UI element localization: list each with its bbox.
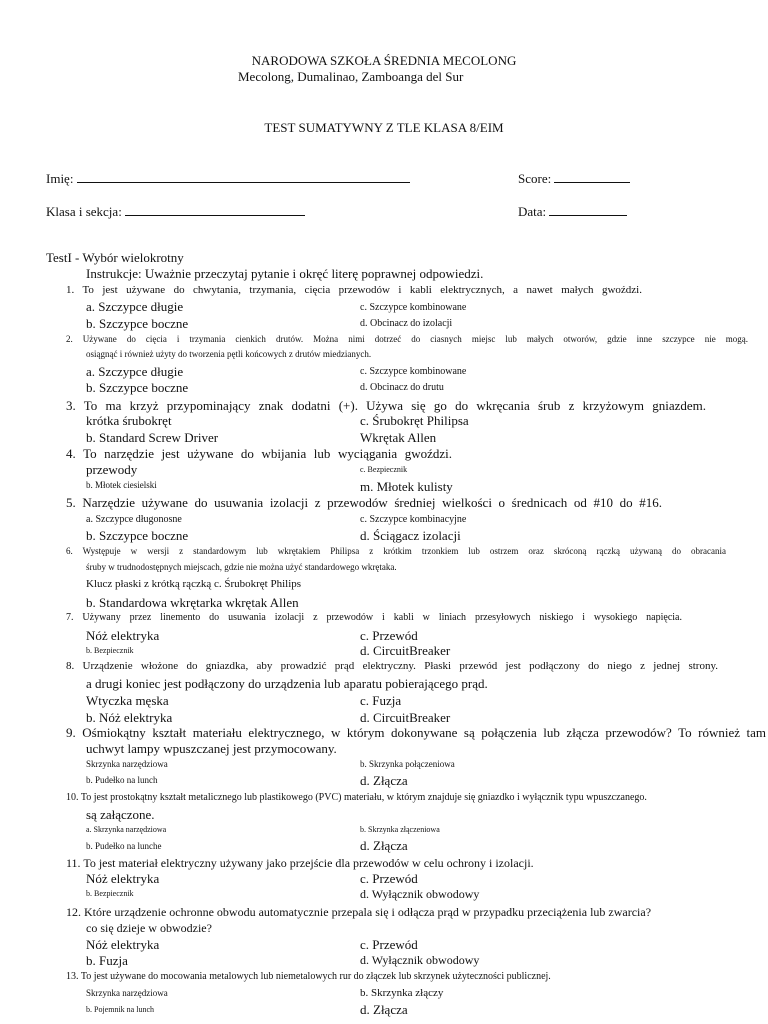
q11-option-a[interactable]: Nóż elektryka [86, 871, 160, 886]
q11-option-b[interactable]: b. Bezpiecznik [86, 889, 134, 898]
question-6-line-1: 6. Występuje w wersji z standardowym lub wkrętakiem Philipsa z krótkim trzonkiem lub ostrzem oraz skróconą rączką używaną do obracania [66, 546, 726, 556]
q2-option-a[interactable]: a. Szczypce długie [86, 364, 184, 379]
class-label: Klasa i sekcja: [46, 204, 122, 219]
question-3: 3. To ma krzyż przypominający znak dodatni (+). Używa się go do wkręcania śrub z krzyżowym gniazdem. [66, 398, 706, 413]
q2-option-b[interactable]: b. Szczypce boczne [86, 380, 189, 395]
question-9-line-2: uchwyt lampy wpuszczanej jest przymocowany. [86, 741, 337, 756]
q7-option-c[interactable]: c. Przewód [360, 628, 418, 643]
q1-option-c[interactable]: c. Szczypce kombinowane [360, 302, 467, 313]
question-12-line-1: 12. Które urządzenie ochronne obwodu automatycznie przepala się i odłącza prąd w przypadku przeciążenia lub zwarcia? [66, 905, 652, 919]
score-field[interactable] [518, 170, 630, 187]
q11-option-d[interactable]: d. Wyłącznik obwodowy [360, 887, 480, 901]
date-label: Data: [518, 204, 547, 219]
q10-option-d[interactable]: d. Złącza [360, 838, 408, 853]
school-address: Mecolong, Dumalinao, Zamboanga del Sur [238, 69, 464, 84]
section-title: TestI - Wybór wielokrotny [46, 250, 184, 265]
q7-option-b[interactable]: b. Bezpiecznik [86, 646, 134, 655]
q8-option-c[interactable]: c. Fuzja [360, 693, 402, 708]
q6-option-a[interactable]: Klucz płaski z krótką rączką c. Śrubokręt Philips [86, 578, 302, 590]
question-6-line-2: śruby w trudnodostępnych miejscach, gdzie nie można użyć standardowego wkrętaka. [86, 562, 397, 572]
class-blank[interactable] [125, 203, 305, 216]
date-blank[interactable] [549, 203, 627, 216]
q13-option-d[interactable]: d. Złącza [360, 1002, 408, 1017]
q1-option-d[interactable]: d. Obcinacz do izolacji [360, 318, 453, 329]
question-10-line-1: 10. To jest prostokątny kształt metalicznego lub plastikowego (PVC) materiału, w którym znajduje się gniazdko i wyłącznik typu wpuszczanego. [66, 792, 647, 803]
q13-option-b[interactable]: b. Pojemnik na lunch [86, 1005, 154, 1014]
question-2-line-2: osiągnąć i również użyty do tworzenia pętli końcowych z drutów miedzianych. [86, 349, 372, 359]
q12-option-b[interactable]: b. Fuzja [86, 953, 128, 968]
question-10-line-2: są załączone. [86, 807, 155, 822]
q12-option-d[interactable]: d. Wyłącznik obwodowy [360, 953, 480, 967]
q3-option-d[interactable]: Wkrętak Allen [360, 430, 437, 445]
q3-option-c[interactable]: c. Śrubokręt Philipsa [360, 413, 469, 428]
q9-option-a[interactable]: Skrzynka narzędziowa [86, 759, 168, 769]
name-label: Imię: [46, 171, 74, 186]
q9-option-c[interactable]: b. Skrzynka połączeniowa [360, 759, 455, 769]
q7-option-d[interactable]: d. CircuitBreaker [360, 643, 451, 658]
q4-option-d[interactable]: m. Młotek kulisty [360, 479, 453, 494]
q5-option-b[interactable]: b. Szczypce boczne [86, 528, 189, 543]
q5-option-d[interactable]: d. Ściągacz izolacji [360, 528, 461, 543]
q10-option-a[interactable]: a. Skrzynka narzędziowa [86, 825, 167, 834]
question-8-line-1: 8. Urządzenie włożone do gniazdka, aby prowadzić prąd elektryczny. Płaski przewód jest podłączony do niego z jednej strony. [66, 660, 718, 672]
q4-option-a[interactable]: przewody [86, 462, 138, 477]
q8-option-b[interactable]: b. Nóż elektryka [86, 710, 173, 725]
test-title: TEST SUMATYWNY Z TLE KLASA 8/EIM [264, 120, 504, 135]
q12-option-c[interactable]: c. Przewód [360, 937, 418, 952]
question-8-line-2: a drugi koniec jest podłączony do urządzenia lub aparatu pobierającego prąd. [86, 676, 488, 691]
date-field[interactable] [518, 203, 627, 220]
q9-option-d[interactable]: d. Złącza [360, 773, 408, 788]
question-4: 4. To narzędzie jest używane do wbijania lub wyciągania gwoździ. [66, 446, 452, 461]
q3-option-a[interactable]: krótka śrubokręt [86, 413, 172, 428]
score-blank[interactable] [554, 170, 630, 183]
q2-option-d[interactable]: d. Obcinacz do drutu [360, 382, 444, 393]
q12-option-a[interactable]: Nóż elektryka [86, 937, 160, 952]
q1-option-b[interactable]: b. Szczypce boczne [86, 316, 189, 331]
question-13: 13. To jest używane do mocowania metalowych lub niemetalowych rur do złączek lub skrzynek użyteczności publicznej. [66, 971, 551, 982]
question-12-line-2: co się dzieje w obwodzie? [86, 921, 212, 935]
q4-option-b[interactable]: b. Młotek ciesielski [86, 480, 157, 490]
question-1: 1. To jest używane do chwytania, trzymania, cięcia przewodów i kabli elektrycznych, a nawet małych gwoździ. [66, 284, 642, 296]
q13-option-c[interactable]: b. Skrzynka złączy [360, 987, 444, 999]
q9-option-b[interactable]: b. Pudełko na lunch [86, 775, 158, 785]
question-11: 11. To jest materiał elektryczny używany jako przejście dla przewodów w celu ochrony i izolacji. [66, 856, 534, 870]
q1-option-a[interactable]: a. Szczypce długie [86, 299, 184, 314]
q10-option-b[interactable]: b. Pudełko na lunche [86, 841, 162, 851]
class-field[interactable] [46, 203, 305, 220]
question-9-line-1: 9. Ośmiokątny kształt materiału elektrycznego, w którym dokonywane są połączenia lub złącza przewodów? To również tam [66, 725, 766, 740]
question-5: 5. Narzędzie używane do usuwania izolacji z przewodów średniej wielkości o średnicach od #10 do #16. [66, 495, 662, 510]
question-7: 7. Używany przez linemento do usuwania izolacji z przewodów i kabli w liniach przesyłowych niskiego i wysokiego napięcia. [66, 612, 682, 623]
q8-option-a[interactable]: Wtyczka męska [86, 693, 169, 708]
question-2-line-1: 2. Używane do cięcia i trzymania cienkich drutów. Można nimi dotrzeć do ciasnych miejsc lub małych otworów, gdzie inne szczypce nie mogą. [66, 334, 748, 344]
q11-option-c[interactable]: c. Przewód [360, 871, 418, 886]
q5-option-a[interactable]: a. Szczypce długonosne [86, 514, 182, 525]
score-label: Score: [518, 171, 552, 186]
q8-option-d[interactable]: d. CircuitBreaker [360, 710, 451, 725]
school-name: NARODOWA SZKOŁA ŚREDNIA MECOLONG [251, 53, 517, 68]
name-blank[interactable] [77, 170, 410, 183]
q4-option-c[interactable]: c. Bezpiecznik [360, 465, 408, 474]
q2-option-c[interactable]: c. Szczypce kombinowane [360, 366, 467, 377]
q5-option-c[interactable]: c. Szczypce kombinacyjne [360, 514, 467, 525]
section-instructions: Instrukcje: Uważnie przeczytaj pytanie i okręć literę poprawnej odpowiedzi. [86, 266, 484, 281]
q13-option-a[interactable]: Skrzynka narzędziowa [86, 988, 168, 998]
q10-option-c[interactable]: b. Skrzynka złączeniowa [360, 825, 440, 834]
name-field[interactable] [46, 170, 410, 187]
q6-option-b[interactable]: b. Standardowa wkrętarka wkrętak Allen [86, 595, 299, 610]
q7-option-a[interactable]: Nóż elektryka [86, 628, 160, 643]
q3-option-b[interactable]: b. Standard Screw Driver [86, 430, 219, 445]
